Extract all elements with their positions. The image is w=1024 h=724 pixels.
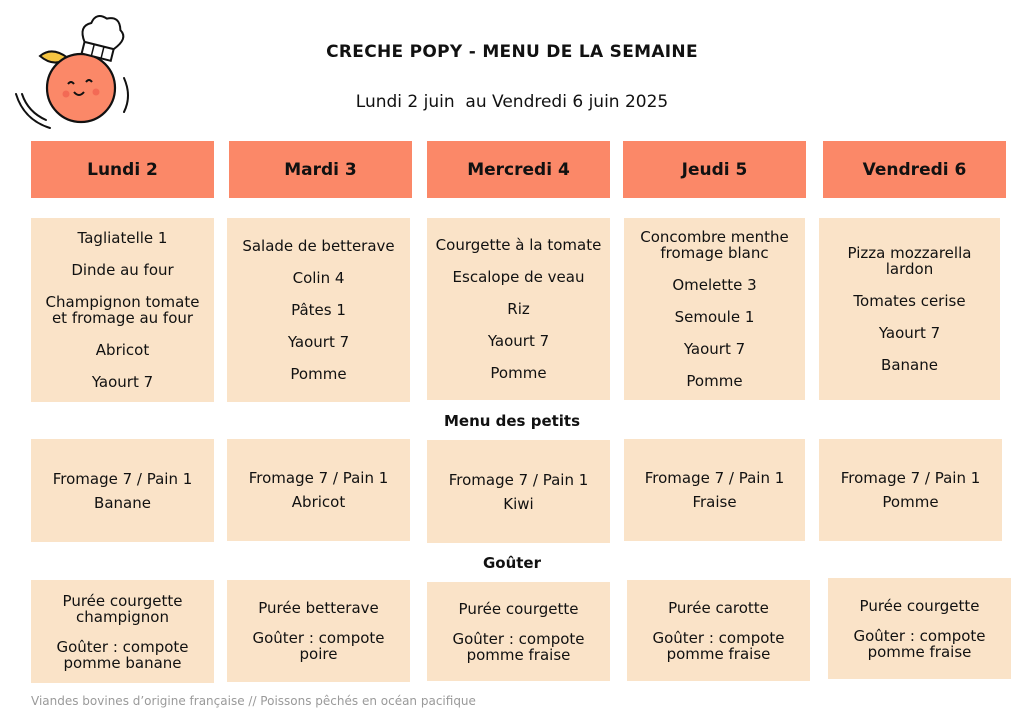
gouter-box-vendredi — [828, 578, 1011, 679]
menu-item: Purée carotte — [668, 598, 769, 617]
menu-item: Goûter : compote pomme fraise — [853, 626, 986, 661]
menu-item: Kiwi — [503, 494, 534, 513]
menu-box-mardi — [227, 218, 410, 402]
week-dates: Lundi 2 juin au Vendredi 6 juin 2025 — [355, 92, 669, 112]
menu-item: Yaourt 7 — [487, 332, 550, 350]
menu-item: Fromage 7 / Pain 1 — [644, 469, 785, 487]
menu-item: Tomates cerise — [853, 292, 966, 310]
menu-item: Goûter : compote pomme banane — [56, 637, 189, 672]
page-title: CRECHE POPY - MENU DE LA SEMAINE — [326, 42, 698, 62]
section-title-petits: Menu des petits — [443, 412, 581, 430]
menu-item: Purée courgette — [458, 599, 579, 618]
menu-item: Abricot — [291, 493, 346, 511]
section-title-gouter: Goûter — [482, 554, 542, 572]
menu-box-mercredi — [427, 218, 610, 400]
gouter-box-jeudi — [627, 580, 810, 681]
menu-item: Banane — [881, 356, 938, 374]
menu-box-lundi — [31, 218, 214, 402]
menu-item: Goûter : compote poire — [252, 629, 385, 663]
menu-item: Yaourt 7 — [287, 333, 350, 351]
menu-item: Concombre menthe fromage blanc — [640, 228, 789, 262]
day-header-lundi: Lundi 2 — [31, 141, 214, 198]
menu-item: Pomme — [686, 372, 743, 390]
menu-item: Colin 4 — [292, 269, 345, 287]
menu-item: Fromage 7 / Pain 1 — [52, 469, 193, 488]
menu-item: Fromage 7 / Pain 1 — [448, 470, 589, 489]
menu-item: Pomme — [290, 365, 347, 383]
menu-item: Semoule 1 — [674, 308, 755, 326]
menu-box-jeudi — [624, 218, 805, 400]
gouter-box-mardi — [227, 580, 410, 682]
petits-box-lundi — [31, 439, 214, 542]
menu-item: Pâtes 1 — [291, 301, 346, 319]
menu-item: Dinde au four — [71, 261, 174, 279]
menu-item: Banane — [94, 493, 151, 512]
footer-note: Viandes bovines d’origine française // Poissons pêchés en océan pacifique — [31, 694, 476, 708]
petits-box-mardi — [227, 439, 410, 541]
menu-item: Fromage 7 / Pain 1 — [840, 469, 981, 487]
petits-box-mercredi — [427, 440, 610, 543]
menu-item: Champignon tomate et fromage au four — [45, 293, 200, 327]
menu-item: Abricot — [95, 341, 150, 359]
petits-box-vendredi — [819, 439, 1002, 541]
menu-item: Purée courgette champignon — [62, 591, 183, 626]
menu-item: Salade de betterave — [242, 237, 395, 255]
menu-box-vendredi — [819, 218, 1000, 400]
menu-item: Riz — [507, 300, 530, 318]
menu-item: Purée courgette — [859, 596, 980, 615]
day-header-jeudi: Jeudi 5 — [623, 141, 806, 198]
menu-item: Pomme — [490, 364, 547, 382]
menu-item: Pomme — [882, 493, 939, 511]
gouter-box-lundi — [31, 580, 214, 683]
menu-item: Goûter : compote pomme fraise — [452, 629, 585, 664]
menu-item: Pizza mozzarella lardon — [847, 244, 972, 278]
menu-item: Purée betterave — [258, 599, 379, 617]
menu-item: Fromage 7 / Pain 1 — [248, 469, 389, 487]
menu-item: Yaourt 7 — [878, 324, 941, 342]
day-header-mardi: Mardi 3 — [229, 141, 412, 198]
menu-item: Goûter : compote pomme fraise — [652, 628, 785, 663]
menu-item: Tagliatelle 1 — [77, 229, 168, 247]
menu-item: Yaourt 7 — [91, 373, 154, 391]
menu-item: Yaourt 7 — [683, 340, 746, 358]
gouter-box-mercredi — [427, 582, 610, 681]
petits-box-jeudi — [624, 439, 805, 541]
menu-item: Fraise — [692, 493, 737, 511]
day-header-mercredi: Mercredi 4 — [427, 141, 610, 198]
menu-item: Omelette 3 — [672, 276, 757, 294]
menu-item: Escalope de veau — [452, 268, 585, 286]
chef-peach-logo — [6, 8, 140, 132]
day-header-vendredi: Vendredi 6 — [823, 141, 1006, 198]
menu-item: Courgette à la tomate — [435, 236, 602, 254]
